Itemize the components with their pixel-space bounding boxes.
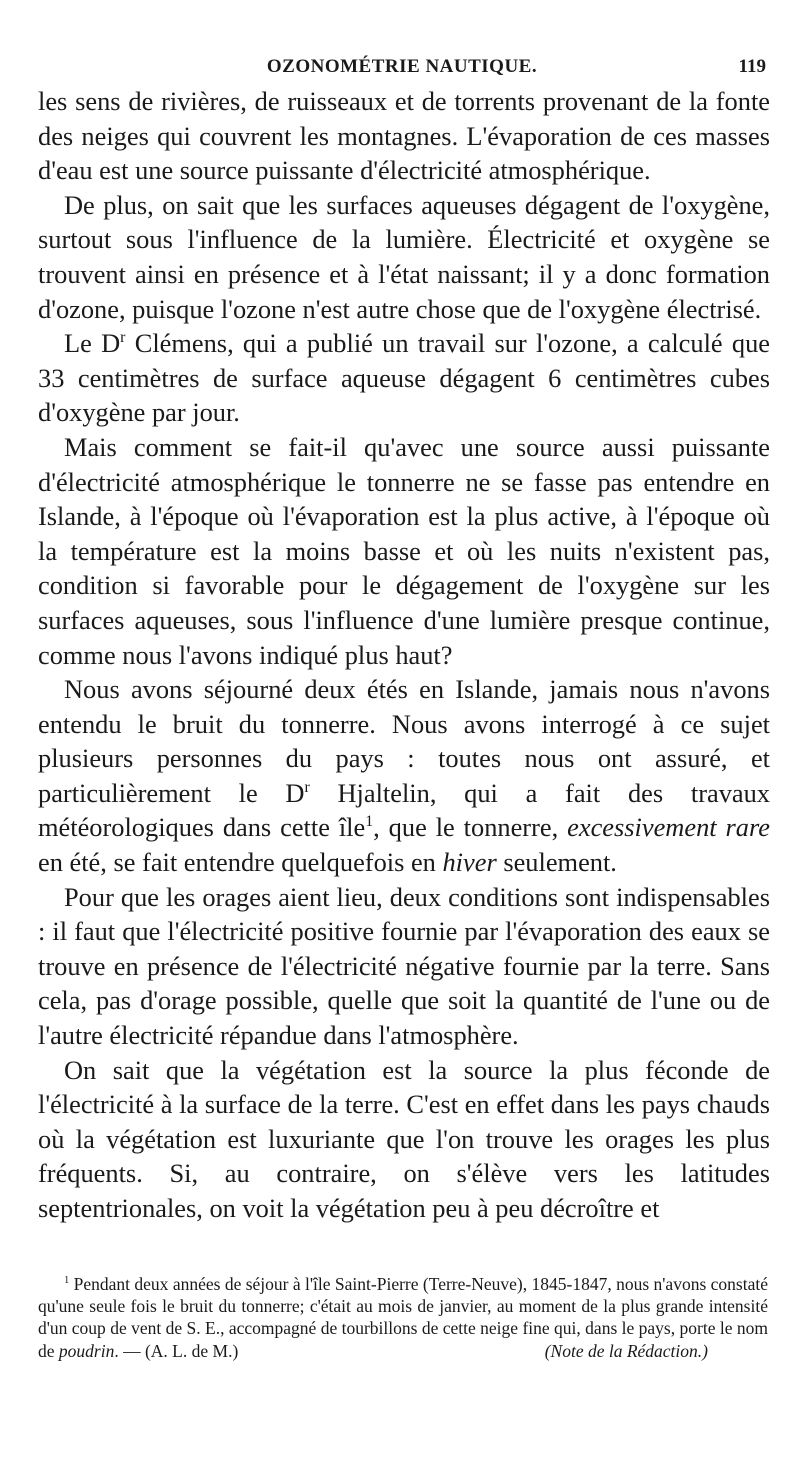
paragraph-3-text: Le D	[64, 328, 121, 359]
footnote-text-b: . — (A. L. de M.)	[114, 1340, 239, 1361]
paragraph-2: De plus, on sait que les surfaces aqueuses dégagent de l'oxygène, surtout sous l'influence de la lumière. Électricité et oxygène se trouvent ainsi en présence et à l'état naissant; il y a donc formation d'ozone, puisque l'ozone n'est autre chose que de l'oxygène électrisé.	[38, 189, 770, 324]
paragraph-3	[38, 326, 770, 430]
superscript-r: r	[304, 779, 310, 797]
paragraph-3-text-cont: Clémens, qui a publié un travail sur l'ozone, a calculé que 33 centimètres de surface aqueuse dégagent 6 centimètres cubes d'oxygène par jour.	[38, 328, 770, 428]
footnote-reference: 1	[365, 813, 374, 831]
paragraph-5-text-b: Hjaltelin, qui a fait des travaux météorologiques dans cette île	[38, 777, 770, 843]
footnote-paragraph	[38, 1273, 768, 1362]
emphasis-hiver: hiver	[442, 847, 497, 878]
superscript-r: r	[120, 329, 126, 347]
body-text	[38, 84, 770, 1226]
paragraph-7: On sait que la végétation est la source la plus féconde de l'électricité à la surface de la terre. C'est en effet dans les pays chauds où la végétation est luxuriante que l'on trouve les orages les plus fréquents. Si, au contraire, on s'élève vers les latitudes septentrionales, on voit la végétation peu à peu décroître et	[38, 1054, 770, 1223]
paragraph-5-text-a: Nous avons séjourné deux étés en Islande, jamais nous n'avons entendu le bruit du tonnerre. Nous avons interrogé à ce sujet plusieurs personnes du pays : toutes nous ont assuré, et particulièrement le D	[38, 674, 770, 808]
running-title: OZONOMÉTRIE NAUTIQUE.	[266, 56, 538, 77]
footnote-credit: (Note de la Rédaction.)	[544, 1340, 708, 1361]
footnote-emphasis-poudrin: poudrin	[58, 1340, 115, 1361]
paragraph-5-text-c: , que le tonnerre,	[373, 812, 568, 843]
footnote-text-a: Pendant deux années de séjour à l'île Saint-Pierre (Terre-Neuve), 1845-1847, nous n'avons constaté qu'une seule fois le bruit du tonnerre; c'était au mois de janvier, au moment de la plus grande intensité d'un coup de vent de S. E., accompagné de tourbillons de cette neige fine qui, dans le pays, porte le nom de	[38, 1274, 768, 1361]
page-number: 119	[738, 56, 766, 77]
paragraph-5	[38, 672, 770, 880]
paragraph-5-text-e: seulement.	[496, 847, 617, 878]
paragraph-4: Mais comment se fait-il qu'avec une source aussi puissante d'électricité atmosphérique le tonnerre ne se fasse pas entendre en Islande, à l'époque où l'évaporation est la plus active, à l'époque où la température est la moins basse et où les nuits n'existent pas, condition si favorable pour le dégagement de l'oxygène sur les surfaces aqueuses, sous l'influence d'une lumière presque continue, comme nous l'avons indiqué plus haut?	[38, 431, 770, 670]
footnote	[38, 1273, 768, 1362]
running-header	[38, 56, 766, 86]
footnote-marker: 1	[64, 1275, 70, 1287]
emphasis-excessivement-rare: excessivement rare	[567, 812, 770, 843]
paragraph-5-text-d: en été, se fait entendre quelquefois en	[38, 847, 443, 878]
paragraph-1: les sens de rivières, de ruisseaux et de torrents provenant de la fonte des neiges qui couvrent les montagnes. L'évaporation de ces masses d'eau est une source puissante d'électricité atmosphérique.	[38, 86, 770, 186]
paragraph-6: Pour que les orages aient lieu, deux conditions sont indispensables : il faut que l'électricité positive fournie par l'évaporation des eaux se trouve en présence de l'électricité négative fournie par la terre. Sans cela, pas d'orage possible, quelle que soit la quantité de l'une ou de l'autre électricité répandue dans l'atmosphère.	[38, 881, 770, 1051]
